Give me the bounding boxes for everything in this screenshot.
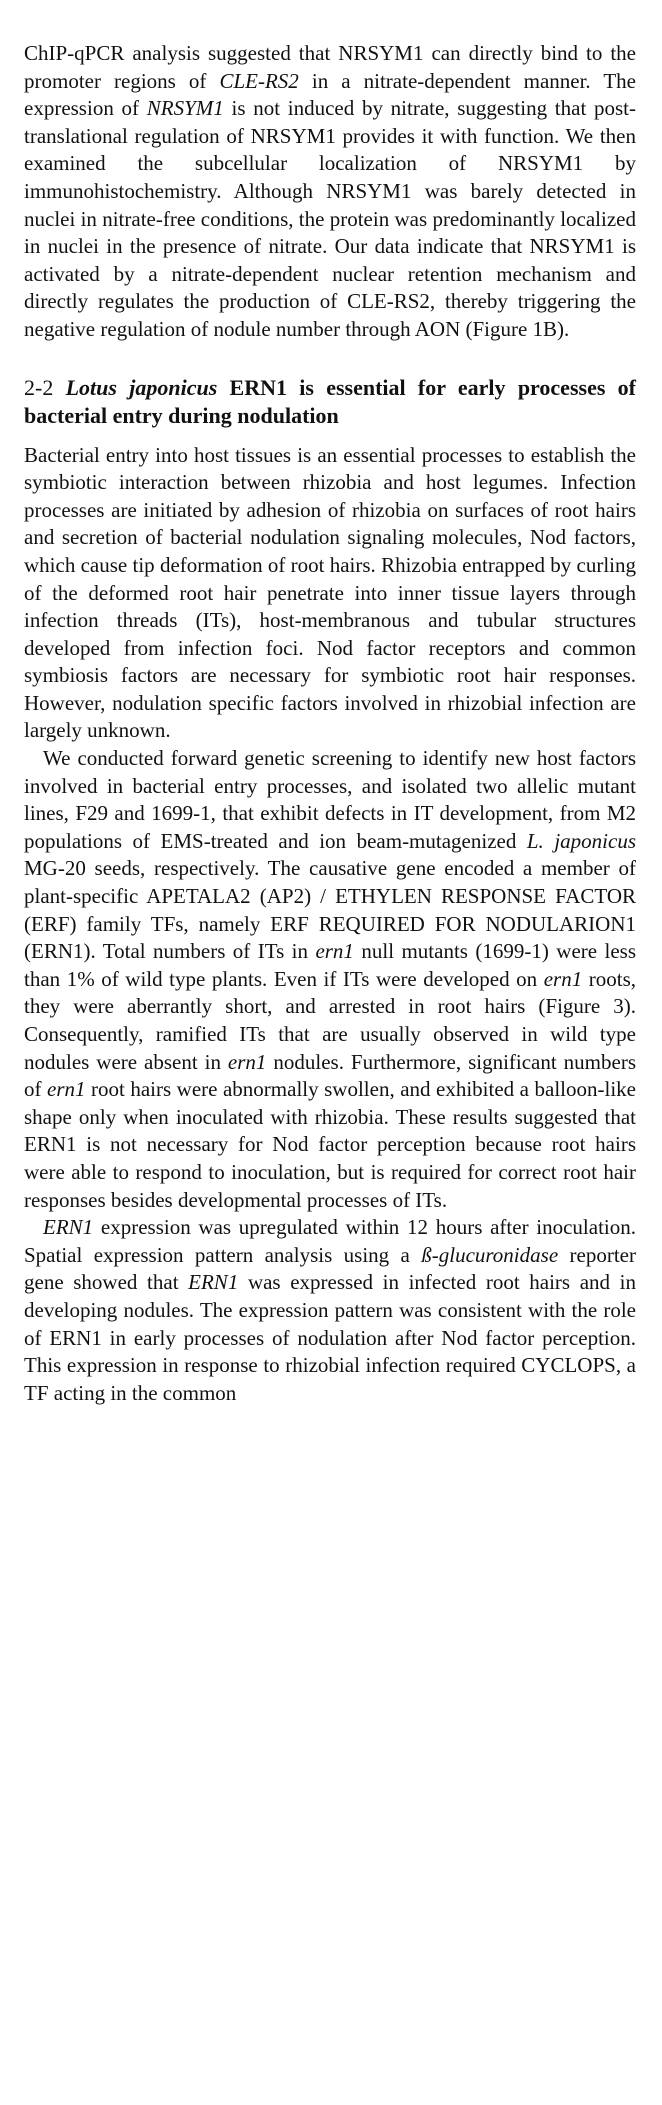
gene-name: CLE-RS2 bbox=[219, 68, 299, 93]
gene-name: NRSYM1 bbox=[146, 96, 224, 121]
paragraph-nrsym1-localization: ChIP-qPCR analysis suggested that NRSYM1 can directly bind to the promoter regions of CLE-RS2 in a nitrate-dependent manner. The expression of NRSYM1 is not induced by nitrate, suggesting that post-translational regulation of NRSYM1 provides it with function. We then examined the subcellular localization of NRSYM1 by immunohistochemistry. Although NRSYM1 was barely detected in nuclei in nitrate-free conditions, the protein was predominantly localized in nuclei in the presence of nitrate. Our data indicate that NRSYM1 is activated by a nitrate-dependent nuclear retention mechanism and directly regulates the production of CLE-RS2, thereby triggering the negative regulation of nodule number through AON (Figure 1B). bbox=[24, 41, 637, 341]
section-heading-2-2 bbox=[24, 374, 636, 430]
gene-name: ERN1 bbox=[188, 1270, 239, 1295]
page-body bbox=[24, 40, 636, 1407]
species-name: L. japonicus bbox=[526, 828, 636, 853]
gene-name: ERN1 bbox=[43, 1215, 94, 1240]
paragraph-bacterial-entry: Bacterial entry into host tissues is an essential processes to establish the symbiotic interaction between rhizobia and host legumes. Infection processes are initiated by adhesion of rhizobia on surfaces of root hairs and secretion of bacterial nodulation signaling molecules, Nod factors, which cause tip deformation of root hairs. Rhizobia entrapped by curling of the deformed root hair penetrate into inner tissue layers through infection threads (ITs), host-membranous and tubular structures developed from infection foci. Nod factor receptors and common symbiosis factors are necessary for symbiotic root hair responses. However, nodulation specific factors involved in rhizobial infection are largely unknown. bbox=[24, 442, 636, 743]
gene-name: ern1 bbox=[543, 966, 583, 991]
gene-name: ern1 bbox=[315, 939, 354, 964]
paragraph-forward-genetic-screening: We conducted forward genetic screening to identify new host factors involved in bacterial entry processes, and isolated two allelic mutant lines, F29 and 1699-1, that exhibit defects in IT development, from M2 populations of EMS-treated and ion beam-mutagenized L. japonicus MG-20 seeds, respectively. The causative gene encoded a member of plant-specific APETALA2 (AP2) / ETHYLEN RESPONSE FACTOR (ERF) family TFs, namely ERF REQUIRED FOR NODULARION1 (ERN1). Total numbers of ITs in ern1 null mutants (1699-1) were less than 1% of wild type plants. Even if ITs were developed on ern1 roots, they were aberrantly short, and arrested in root hairs (Figure 3). Consequently, ramified ITs that are usually observed in wild type nodules were absent in ern1 nodules. Furthermore, significant numbers of ern1 root hairs were abnormally swollen, and exhibited a balloon-like shape only when inoculated with rhizobia. These results suggested that ERN1 is not necessary for Nod factor perception because root hairs were able to respond to inoculation, but is required for correct root hair responses besides developmental processes of ITs. bbox=[24, 746, 636, 1212]
species-name: Lotus japonicus bbox=[65, 374, 218, 400]
reporter-gene-name: ß-glucuronidase bbox=[421, 1242, 559, 1267]
gene-name: ern1 bbox=[47, 1077, 86, 1102]
section-number: 2-2 bbox=[24, 374, 54, 400]
paragraph-ern1-expression: ERN1 expression was upregulated within 12 hours after inoculation. Spatial expression pattern analysis using a ß-glucuronidase reporter gene showed that ERN1 was expressed in infected root hairs and in developing nodules. The expression pattern was consistent with the role of ERN1 in early processes of nodulation after Nod factor perception. This expression in response to rhizobial infection required CYCLOPS, a TF acting in the common bbox=[24, 1215, 636, 1405]
gene-name: ern1 bbox=[227, 1049, 267, 1074]
section-title: ERN1 is essential for early processes of bacterial entry during nodulation bbox=[24, 374, 637, 428]
